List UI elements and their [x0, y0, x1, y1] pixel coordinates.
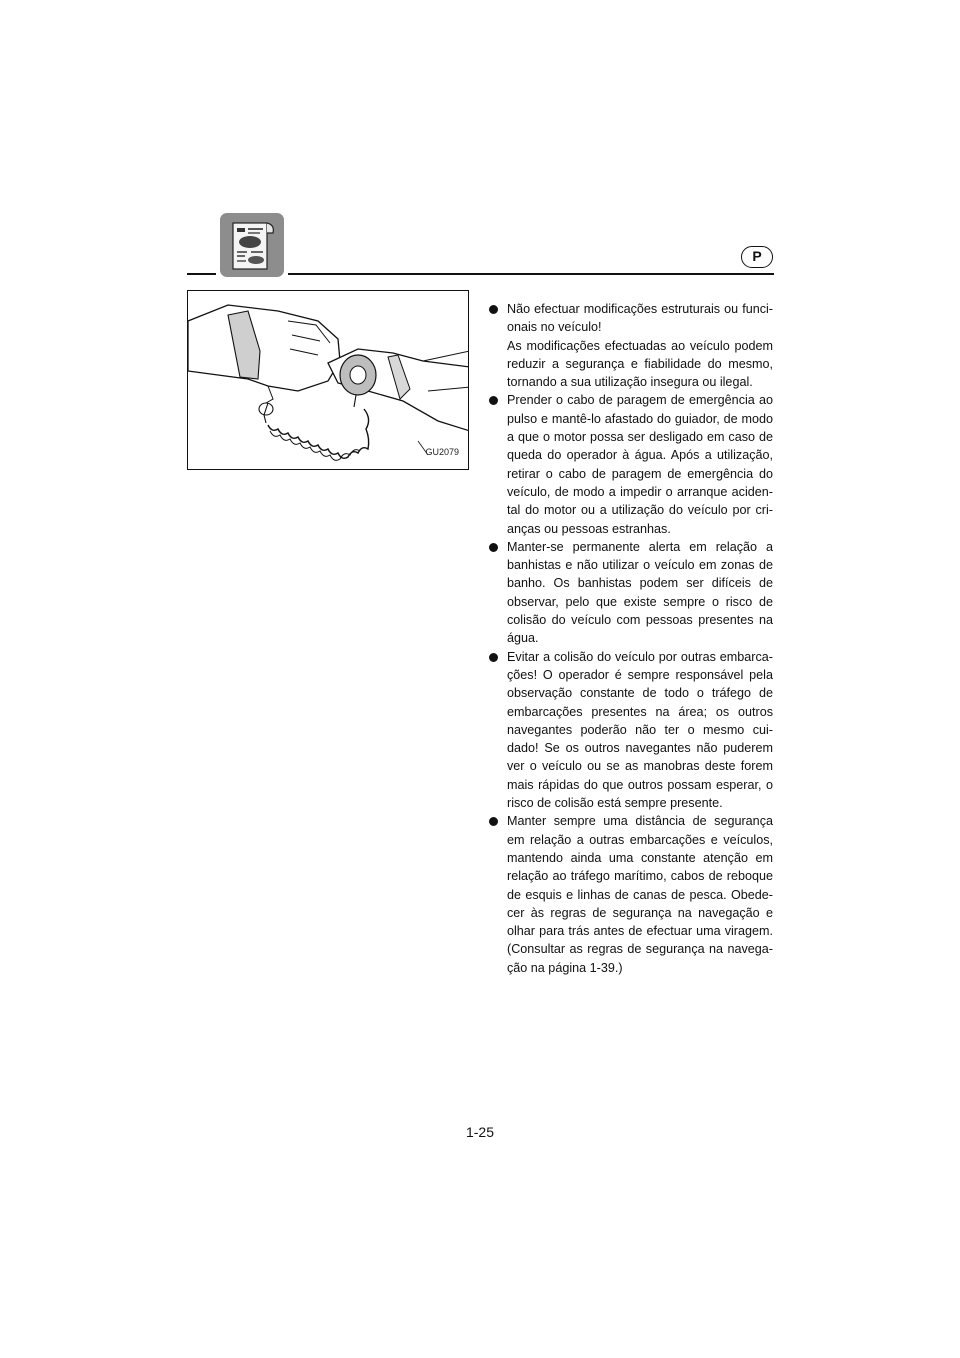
header-rule-right [288, 273, 774, 275]
bullet-icon [489, 653, 498, 662]
list-item [489, 300, 773, 391]
manual-book-icon [220, 213, 284, 277]
header-rule-left [187, 273, 216, 275]
figure-code: GU2079 [425, 447, 459, 457]
list-item [489, 648, 773, 813]
wrist-lanyard-illustration [187, 290, 469, 470]
bullet-icon [489, 305, 498, 314]
bullet-icon [489, 543, 498, 552]
list-item [489, 391, 773, 537]
language-badge: P [741, 246, 773, 268]
hand-with-lanyard-drawing [188, 291, 469, 470]
safety-instructions-list [489, 300, 773, 977]
list-item-text: Não efectuar modificações estruturais ou funci-onais no veículo! [507, 302, 773, 335]
list-item-text: Prender o cabo de paragem de emergência ao pulso e mantê-lo afastado do guiador, de modo a que o motor possa ser desligado em caso de queda do operador à água. Após a utilização, retirar o cabo de paragem de emergência do veículo, de modo a impedir o arranque aciden-tal do motor ou a utilização do veículo por cri-anças ou pessoas estranhas. [507, 393, 773, 536]
list-item-text: Evitar a colisão do veículo por outras embarca-ções! O operador é sempre responsável pela observação constante de todo o tráfego de embarcações presentes na área; os outros navegantes poderão não ter o mesmo cui-dado! Se os outros navegantes não puderem ver o veículo ou se as manobras deste forem mais rápidas do que outros possam esperar, o risco de colisão está sempre presente. [507, 649, 773, 811]
list-item-text: Manter sempre uma distância de segurança em relação a outras embarcações e veículos, mantendo ainda uma constante atenção em relação ao tráfego marítimo, cabos de reboque de esquis e linhas de canas de pesca. Obede-cer às regras de segurança na navegação e olhar para trás antes de efectuar uma viragem. (Consultar as regras de segurança na navega-ção na página 1-39.) [507, 814, 773, 975]
list-item-text: Manter-se permanente alerta em relação a banhistas e não utilizar o veículo em zonas de banho. Os banhistas podem ser difíceis de observar, pelo que existe sempre o risco de colisão do veículo com pessoas presentes na água. [507, 539, 773, 646]
list-item-text: As modificações efectuadas ao veículo podem reduzir a segurança e fiabilidade do mesmo, tornando a sua utilização insegura ou ilegal. [507, 338, 773, 390]
bullet-icon [489, 817, 498, 826]
list-item [489, 538, 773, 648]
list-item [489, 812, 773, 977]
bullet-icon [489, 396, 498, 405]
page-number: 1-25 [465, 1124, 495, 1140]
